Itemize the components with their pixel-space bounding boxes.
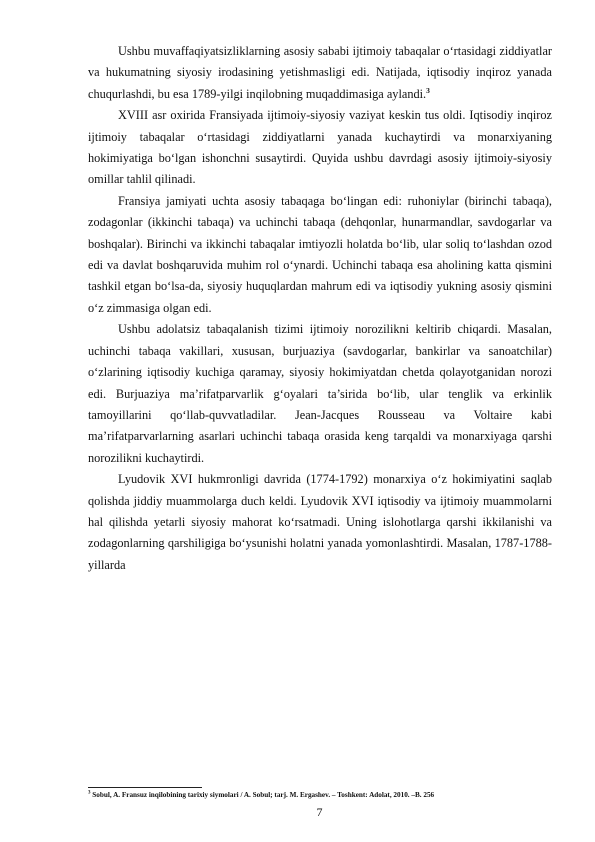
footnote-text: Sobul, A. Fransuz inqilobining tarixiy siymolari / A. Sobul; tarj. M. Ergashev. – Toshkent: Adolat, 2010. –B. 256 — [92, 791, 435, 799]
paragraph-2-text: XVIII asr oxirida Fransiyada ijtimoiy-siyosiy vaziyat keskin tus oldi. Iqtisodiy inqiroz ijtimoiy tabaqalar o‘rtasidagi ziddiyatlarni yanada kuchaytirdi va monarxiyaning hokimiyatiga bo‘lgan ishonchni susaytirdi. Quyida ushbu davrdagi asosiy ijtimoiy-siyosiy omillar tahlil qilinadi. — [88, 108, 552, 187]
paragraph-1 — [88, 41, 552, 105]
paragraph-2 — [88, 105, 552, 191]
paragraph-3-text: Fransiya jamiyati uchta asosiy tabaqaga bo‘lingan edi: ruhoniylar (birinchi tabaqa), zodagonlar (ikkinchi tabaqa) va uchinchi tabaqa (dehqonlar, hunarmandlar, savdogarlar va boshqalar). Birinchi va ikkinchi tabaqalar imtiyozli holatda bo‘lib, ular soliq to‘lashdan ozod edi va davlat boshqaruvida muhim rol o‘ynardi. Uchinchi tabaqa esa aholining katta qismini tashkil etgan bo‘lsa-da, siyosiy huquqlardan mahrum edi va iqtisodiy yukning asosiy qismini o‘z zimmasiga olgan edi. — [88, 193, 552, 315]
footnote-reference[interactable]: 3 — [426, 85, 430, 95]
footnote — [88, 791, 558, 800]
paragraph-5-text: Lyudovik XVI hukmronligi davrida (1774-1792) monarxiya o‘z hokimiyatini saqlab qolishda jiddiy muammolarga duch keldi. Lyudovik XVI iqtisodiy va ijtimoiy muammolarni hal qilishda yetarli siyosiy mahorat ko‘rsatmadi. Uning islohotlarga qarshi ikkilanishi va zodagonlarning qarshiligiga bo‘ysunishi holatni yanada yomonlashtirdi. Masalan, 1787-1788-yillarda — [88, 472, 552, 572]
page-number-container — [0, 805, 595, 819]
paragraph-4-text: Ushbu adolatsiz tabaqalanish tizimi ijtimoiy norozilikni keltirib chiqardi. Masalan, uchinchi tabaqa vakillari, xususan, burjuaziya (savdogarlar, bankirlar va sanoatchilar) o‘zlarining iqtisodiy kuchiga qaramay, siyosiy hokimiyatdan chetda qolayotganidan norozi edi. Burjuaziya ma’rifatparvarlik g‘oyalari ta’sirida bo‘lib, ular tenglik va erkinlik tamoyillarini qo‘llab-quvvatladilar. Jean-Jacques Rousseau va Voltaire kabi ma’rifatparvarlarning asarlari uchinchi tabaqa orasida keng tarqaldi va monarxiyaga qarshi norozilikni kuchaytirdi. — [88, 322, 552, 465]
footnote-divider — [88, 787, 202, 788]
page-number: 7 — [316, 805, 323, 819]
paragraph-4 — [88, 319, 552, 469]
paragraph-5 — [88, 469, 552, 576]
paragraph-3 — [88, 191, 552, 319]
footnote-number: 3 — [88, 790, 91, 796]
body-text — [88, 41, 552, 576]
paragraph-1-text: Ushbu muvaffaqiyatsizliklarning asosiy sababi ijtimoiy tabaqalar o‘rtasidagi ziddiyatlar va hukumatning siyosiy irodasining yetishmasligi edi. Natijada, iqtisodiy inqiroz yanada chuqurlashdi, bu esa 1789-yilgi inqilobning muqaddimasiga aylandi. — [88, 44, 552, 101]
